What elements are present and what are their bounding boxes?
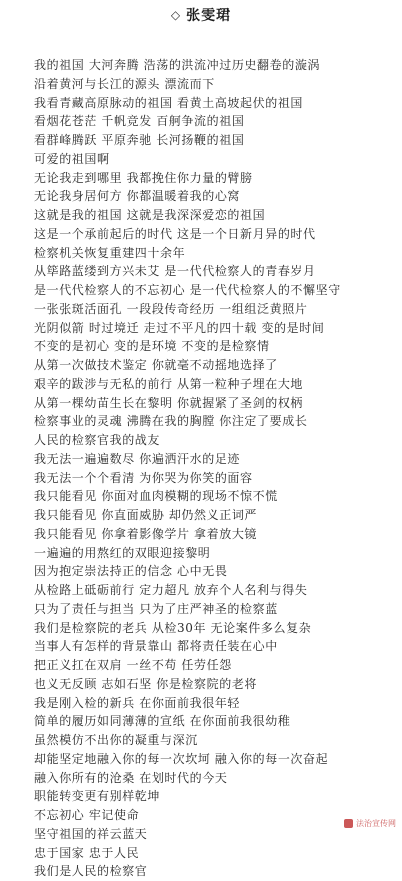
poem-line: 不变的是初心 变的是环境 不变的是检察情 bbox=[34, 339, 270, 354]
poem-line: 虽然模仿不出你的凝重与深沉 bbox=[34, 733, 198, 747]
poem-line: 我们是人民的检察官 bbox=[34, 864, 148, 879]
poem-line: 却能坚定地融入你的每一次坎坷 融入你的每一次奋起 bbox=[34, 751, 329, 766]
poem-line: 我无法一遍遍数尽 你遍洒汗水的足迹 bbox=[34, 451, 241, 466]
poem-line: 只为了责任与担当 只为了庄严神圣的检察蓝 bbox=[34, 601, 278, 616]
poem-line: 融入你所有的沧桑 在划时代的今天 bbox=[34, 770, 228, 785]
poem-line: 坚守祖国的祥云蓝天 bbox=[34, 826, 148, 841]
poem-line: 沿着黄河与长江的源头 漂流而下 bbox=[34, 76, 215, 91]
poem-line: 一遍遍的用熬红的双眼迎接黎明 bbox=[34, 545, 211, 560]
poem-line: 我的祖国 大河奔腾 浩荡的洪流冲过历史翻卷的漩涡 bbox=[34, 58, 321, 72]
poem-body bbox=[34, 56, 394, 881]
poem-line: 当事人有怎样的背景靠山 都将责任装在心中 bbox=[34, 639, 278, 654]
poem-line: 检察事业的灵魂 沸腾在我的胸膛 你注定了要成长 bbox=[34, 414, 308, 429]
poem-line: 是一代代检察人的不忘初心 是一代代检察人的不懈坚守 bbox=[34, 283, 341, 297]
poem-line: 一张张斑活面孔 一段段传奇经历 一组组泛黄照片 bbox=[34, 301, 308, 316]
poem-line: 我只能看见 你面对血肉模糊的现场不惊不慌 bbox=[34, 489, 278, 504]
poem-line: 也义无反顾 志如石坚 你是检察院的老将 bbox=[34, 676, 258, 691]
poem-line: 因为抱定崇法持正的信念 心中无畏 bbox=[34, 564, 228, 579]
site-watermark bbox=[344, 818, 396, 829]
poem-line: 我是刚入检的新兵 在你面前我很年轻 bbox=[34, 695, 241, 710]
poem-line: 简单的履历如同薄薄的宣纸 在你面前我很幼稚 bbox=[34, 714, 291, 729]
poem-line: 我只能看见 你直面威胁 却仍然义正词严 bbox=[34, 508, 258, 522]
poem-line: 我只能看见 你拿着影像学片 拿着放大镜 bbox=[34, 526, 258, 541]
poem-line: 从检路上砥砺前行 定力超凡 放弃个人名利与得失 bbox=[34, 583, 308, 597]
author-name: 张雯珺 bbox=[186, 8, 232, 24]
poem-line: 我无法一个个看清 为你哭为你笑的面容 bbox=[34, 470, 253, 485]
poem-line: 我们是检察院的老兵 从检30年 无论案件多么复杂 bbox=[34, 620, 312, 635]
poem-line: 无论我走到哪里 我都挽住你力量的臂膀 bbox=[34, 170, 253, 185]
poem-line: 从筚路蓝缕到方兴未艾 是一代代检察人的青春岁月 bbox=[34, 264, 316, 279]
poem-line: 忠于国家 忠于人民 bbox=[34, 845, 140, 860]
poem-line: 看群峰腾跃 平原奔驰 长河扬鞭的祖国 bbox=[34, 133, 245, 147]
poem-line: 从第一棵幼苗生长在黎明 你就握紧了圣剑的权柄 bbox=[34, 395, 304, 410]
poem-line: 艰辛的跋涉与无私的前行 从第一粒种子埋在大地 bbox=[34, 376, 304, 391]
watermark-text: 法治宣传网 bbox=[356, 819, 396, 828]
poem-line: 可爱的祖国啊 bbox=[34, 151, 110, 166]
poem-line: 我看青藏高原脉动的祖国 看黄土高坡起伏的祖国 bbox=[34, 95, 304, 110]
poem-line: 无论我身居何方 你都温暖着我的心窝 bbox=[34, 189, 241, 204]
poem-header bbox=[0, 0, 402, 28]
poem-line: 光阴似箭 时过境迁 走过不平凡的四十载 变的是时间 bbox=[34, 320, 325, 335]
logo-mark-icon bbox=[344, 819, 353, 828]
poem-line: 人民的检察官我的战友 bbox=[34, 433, 161, 447]
poem-line: 把正义扛在双肩 一丝不苟 任劳任怨 bbox=[34, 658, 232, 672]
poem-line: 不忘初心 牢记使命 bbox=[34, 808, 140, 822]
poem-line: 检察机关恢复重建四十余年 bbox=[34, 245, 186, 260]
poem-line: 这就是我的祖国 这就是我深深爱恋的祖国 bbox=[34, 208, 266, 222]
poem-line: 职能转变更有别样乾坤 bbox=[34, 789, 161, 804]
diamond-icon: ◇ bbox=[170, 8, 181, 22]
poem-line: 看烟花苍茫 千帆竞发 百舸争流的祖国 bbox=[34, 114, 245, 129]
poem-line: 从第一次做技术鉴定 你就毫不动摇地选择了 bbox=[34, 358, 278, 372]
poem-line: 这是一个承前起后的时代 这是一个日新月异的时代 bbox=[34, 226, 316, 241]
